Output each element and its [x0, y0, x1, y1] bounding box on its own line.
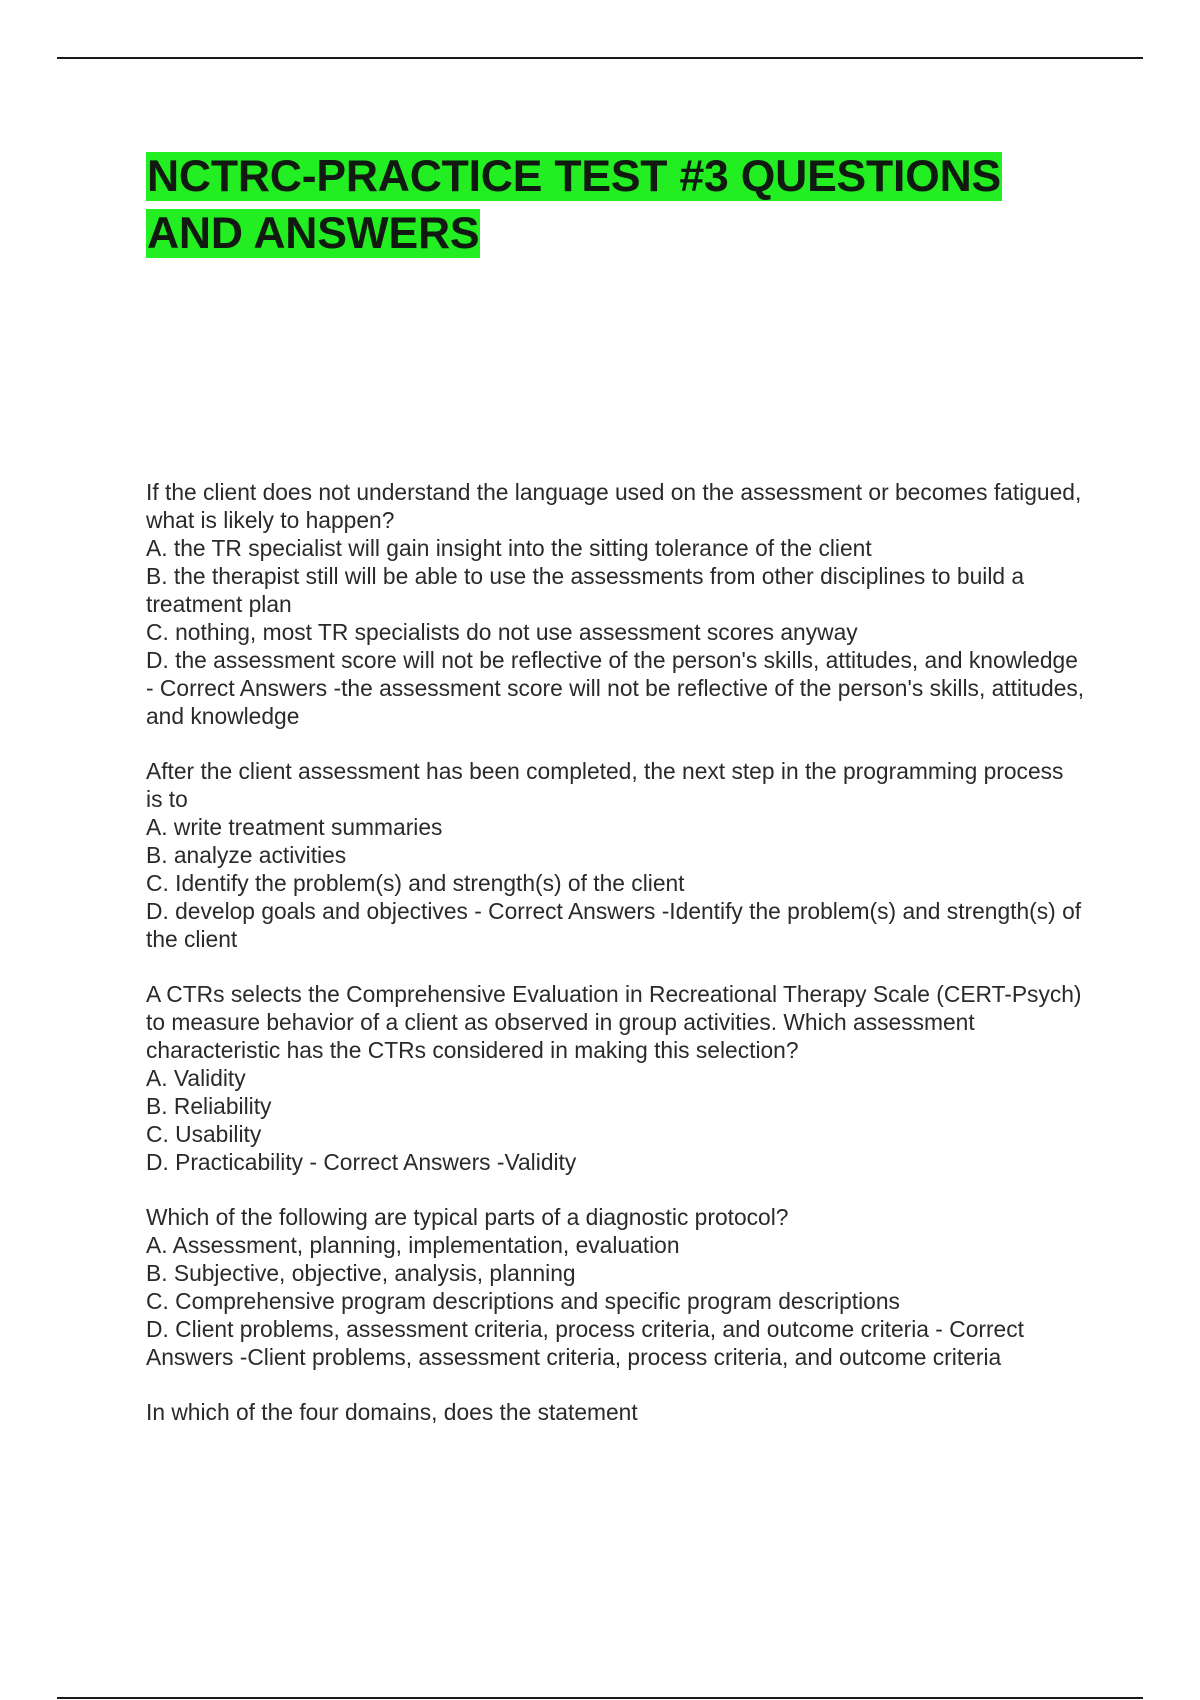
- top-rule: [57, 57, 1143, 59]
- page-title-text: NCTRC-PRACTICE TEST #3 QUESTIONS AND ANSWERS: [147, 152, 1002, 258]
- question-item-5: [146, 1398, 1086, 1426]
- question-text: If the client does not understand the language used on the assessment or becomes fatigued, what is likely to happen?: [146, 479, 1082, 533]
- question-text: In which of the four domains, does the statement: [146, 1399, 638, 1425]
- answer-option-d-with-correct-answer: D. Practicability - Correct Answers -Validity: [146, 1149, 577, 1175]
- question-list: [146, 478, 1086, 1453]
- question-item-4: [146, 1203, 1086, 1371]
- answer-option-b: B. analyze activities: [146, 842, 347, 868]
- page-title: [146, 148, 1086, 262]
- answer-option-b: B. Reliability: [146, 1093, 272, 1119]
- question-item-1: [146, 478, 1086, 730]
- answer-option-b: B. Subjective, objective, analysis, planning: [146, 1260, 576, 1286]
- answer-option-d-with-correct-answer: D. the assessment score will not be reflective of the person's skills, attitudes, and knowledge - Correct Answers -the assessment score will not be reflective of the person's skills, attitudes, and knowledge: [146, 647, 1085, 729]
- answer-option-c: C. Identify the problem(s) and strength(s) of the client: [146, 870, 685, 896]
- answer-option-a: A. the TR specialist will gain insight into the sitting tolerance of the client: [146, 535, 872, 561]
- bottom-rule: [57, 1697, 1143, 1699]
- question-text: After the client assessment has been completed, the next step in the programming process is to: [146, 758, 1064, 812]
- answer-option-a: A. Assessment, planning, implementation, evaluation: [146, 1232, 680, 1258]
- question-item-2: [146, 757, 1086, 953]
- question-item-3: [146, 980, 1086, 1176]
- question-text: Which of the following are typical parts of a diagnostic protocol?: [146, 1204, 789, 1230]
- answer-option-d-with-correct-answer: D. Client problems, assessment criteria, process criteria, and outcome criteria - Correct Answers -Client problems, assessment criteria, process criteria, and outcome criteria: [146, 1316, 1024, 1370]
- answer-option-b: B. the therapist still will be able to use the assessments from other disciplines to build a treatment plan: [146, 563, 1025, 617]
- answer-option-d-with-correct-answer: D. develop goals and objectives - Correct Answers -Identify the problem(s) and strength(s) of the client: [146, 898, 1082, 952]
- title-block: [146, 148, 1086, 262]
- question-text: A CTRs selects the Comprehensive Evaluation in Recreational Therapy Scale (CERT-Psych) to measure behavior of a client as observed in group activities. Which assessment characteristic has the CTRs considered in making this selection?: [146, 981, 1082, 1063]
- answer-option-c: C. Usability: [146, 1121, 262, 1147]
- answer-option-c: C. Comprehensive program descriptions and specific program descriptions: [146, 1288, 900, 1314]
- answer-option-c: C. nothing, most TR specialists do not use assessment scores anyway: [146, 619, 858, 645]
- answer-option-a: A. Validity: [146, 1065, 246, 1091]
- answer-option-a: A. write treatment summaries: [146, 814, 443, 840]
